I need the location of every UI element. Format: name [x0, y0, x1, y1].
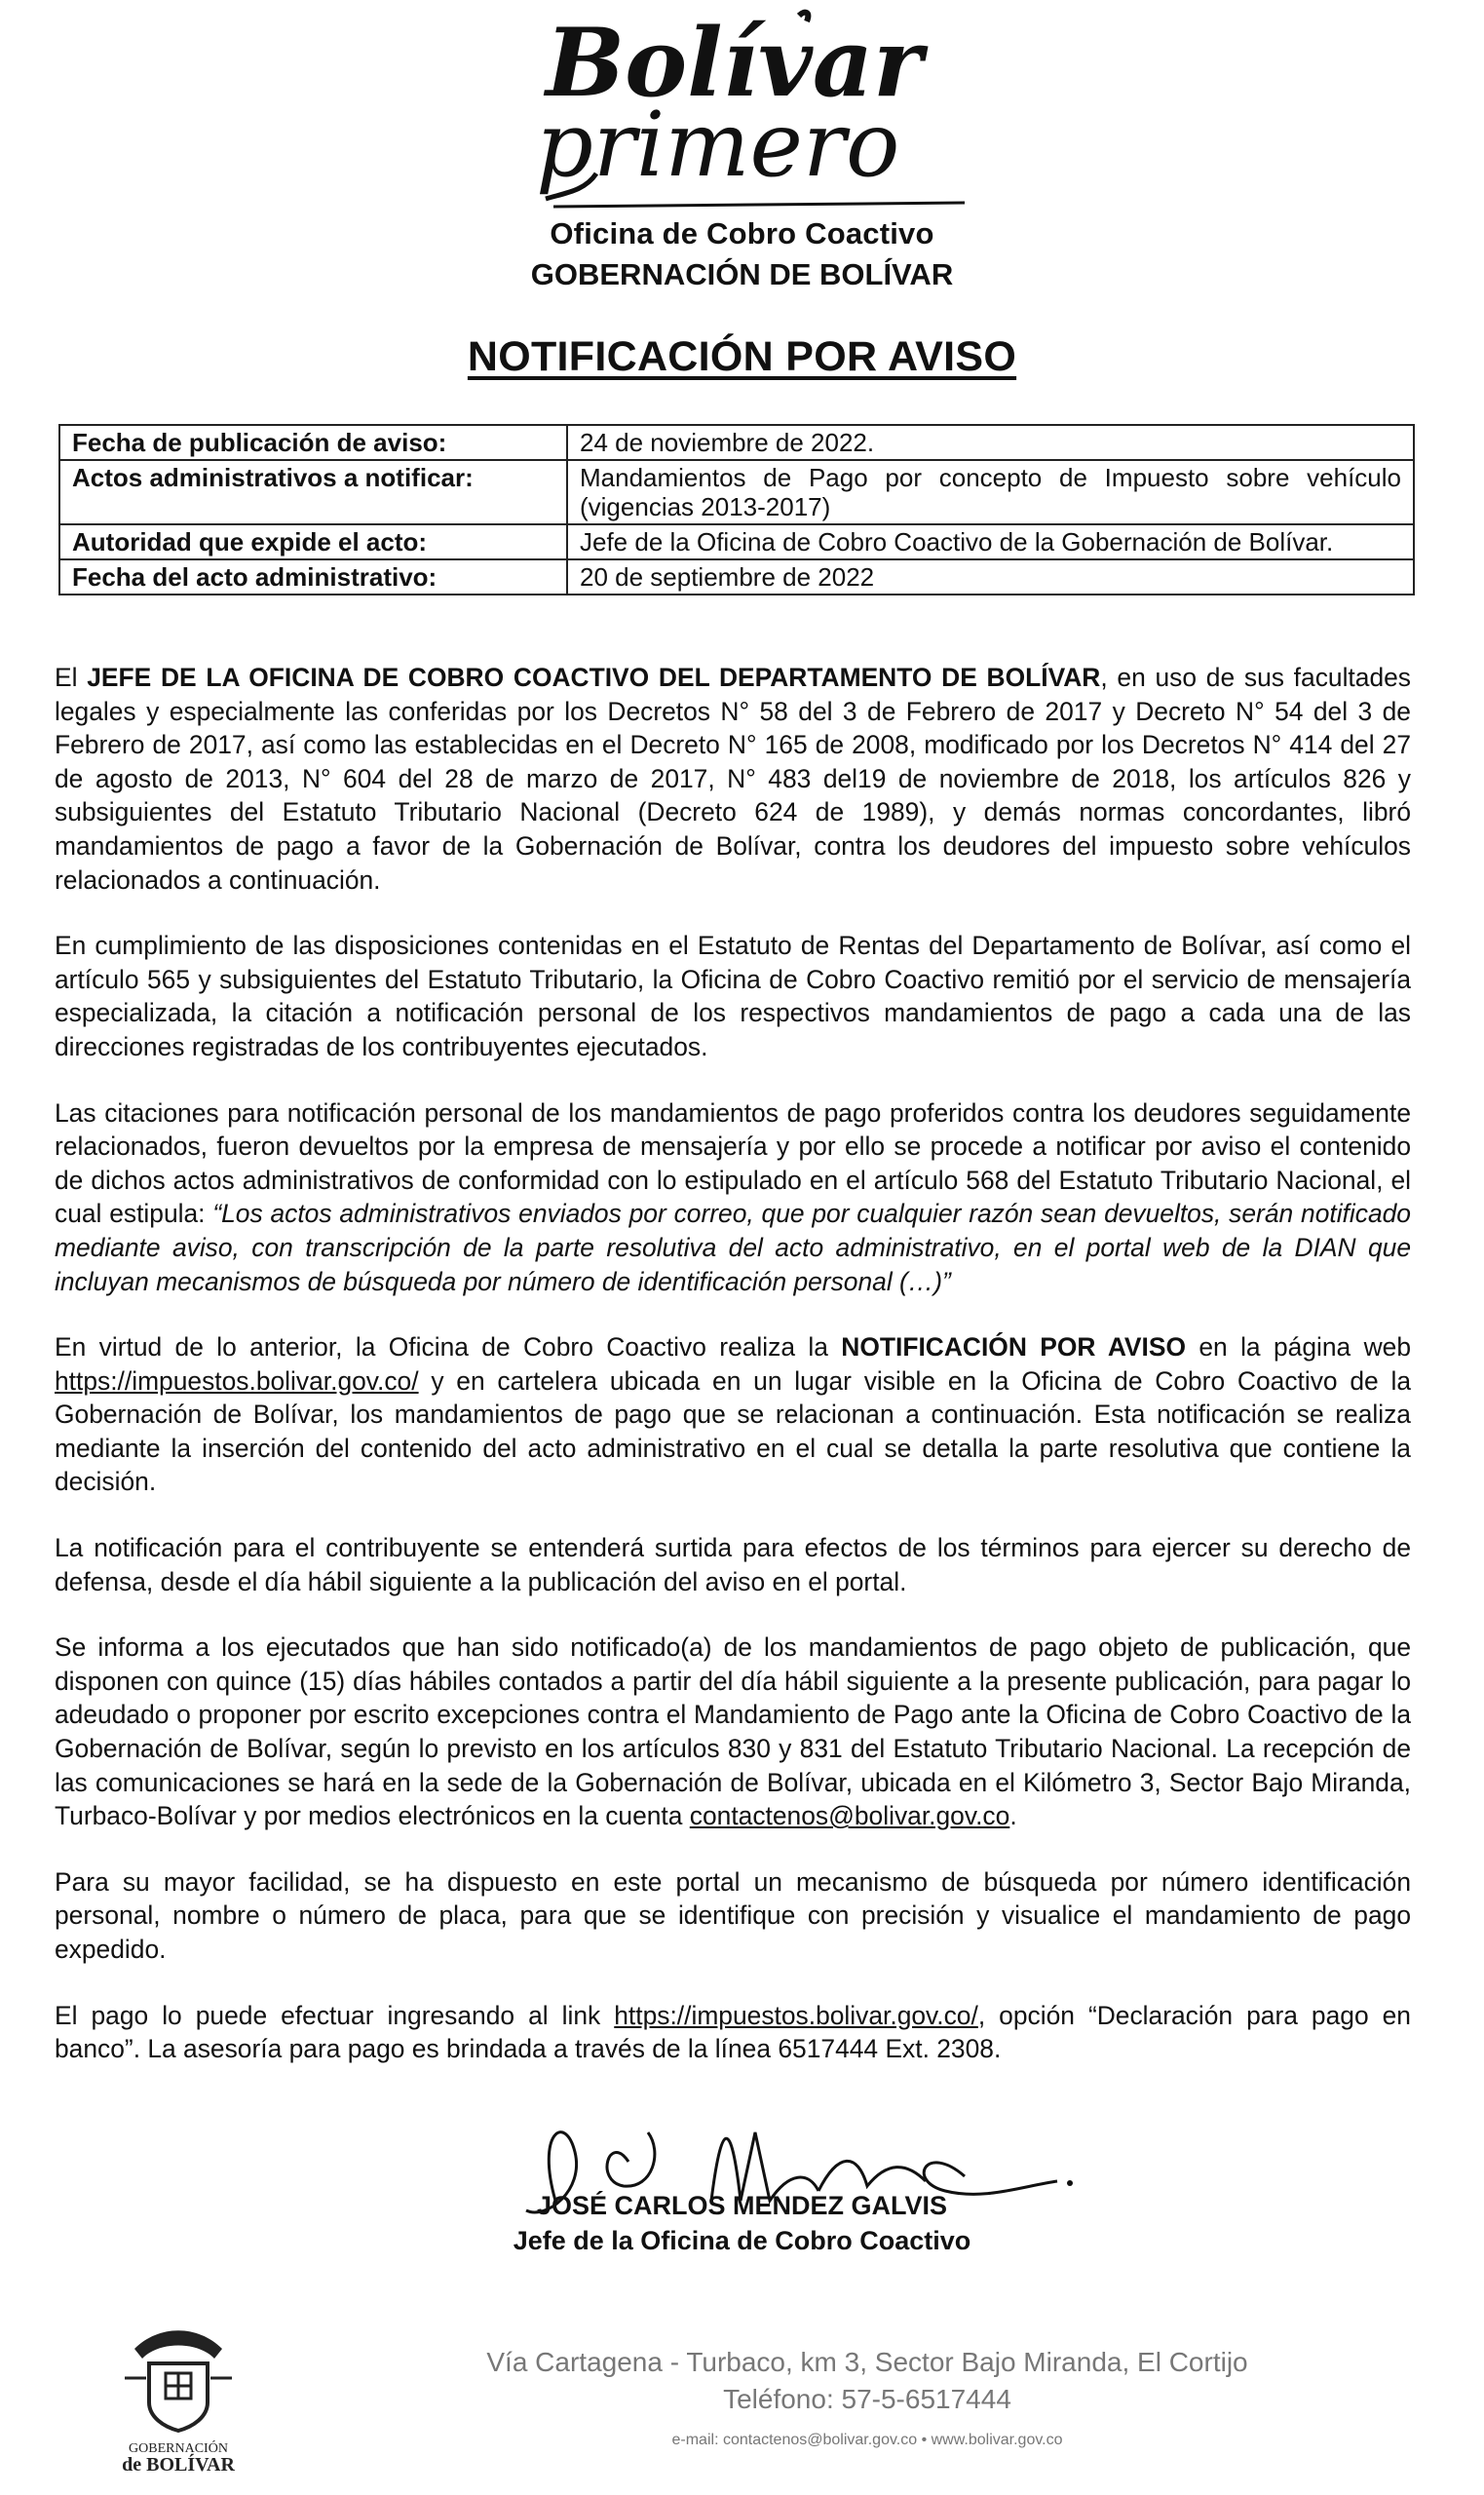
contact-email-link[interactable]: contactenos@bolivar.gov.co — [689, 1801, 1010, 1831]
quoted-article: “Los actos administrativos enviados por correo, que por cualquier razón sean devueltos, serán notificado mediante aviso, con transcripción de la parte resolutiva del acto administrativo, en el portal web de la DIAN que incluyan mecanismos de búsqueda por número de identificación personal (…)” — [55, 1199, 1411, 1296]
logo-line2: primero — [536, 93, 900, 197]
paragraph-4 — [55, 1330, 1411, 1499]
paragraph-3 — [55, 1096, 1411, 1299]
paragraph-8 — [55, 1999, 1411, 2066]
bolivar-primero-logo — [507, 8, 994, 212]
table-row — [59, 559, 1414, 595]
notice-bold: NOTIFICACIÓN POR AVISO — [841, 1332, 1186, 1363]
paragraph-7: Para su mayor facilidad, se ha dispuesto en este portal un mecanismo de búsqueda por número identificación personal, nombre o número de placa, para que se identifique con precisión y visualice el mandamiento de pago expedido. — [55, 1866, 1411, 1964]
text: El — [55, 663, 88, 692]
text: El pago lo puede efectuar ingresando al link — [55, 2000, 615, 2030]
text: , opción “Declaración para pago en banco”. La asesoría para pago es brindada a través de la línea 6517444 Ext. 2308. — [55, 2000, 1411, 2064]
seal-line2: de BOLÍVAR — [122, 2454, 235, 2476]
paragraph-1 — [55, 661, 1411, 897]
text: Se informa a los ejecutados que han sido notificado(a) de los mandamientos de pago objeto de publicación, que disponen con quince (15) días hábiles contados a partir del día hábil siguiente a la presente publicación, para pagar lo adeudado o proponer por escrito excepciones contra el Mandamiento de Pago ante la Oficina de Cobro Coactivo de la Gobernación de Bolívar, según lo previsto en los artículos 830 y 831 del Estatuto Tributario Nacional. La recepción de las comunicaciones se hará en la sede de la Gobernación de Bolívar, ubicada en el Kilómetro 3, Sector Bajo Miranda, Turbaco-Bolívar y por medios electrónicos en la cuenta — [55, 1632, 1411, 1831]
footer-phone: Teléfono: 57-5-6517444 — [723, 2384, 1011, 2414]
table-row — [59, 524, 1414, 559]
portal-link[interactable]: https://impuestos.bolivar.gov.co/ — [55, 1365, 419, 1396]
footer-address: Vía Cartagena - Turbaco, km 3, Sector Bajo Miranda, El Cortijo — [486, 2347, 1248, 2377]
text: en la página web — [1185, 1332, 1411, 1363]
signer-name: JOSÉ CARLOS MENDEZ GALVIS — [536, 2191, 948, 2220]
footer-contact: e-mail: contactenos@bolivar.gov.co • www.bolivar.gov.co — [671, 2432, 1063, 2448]
payment-link[interactable]: https://impuestos.bolivar.gov.co/ — [614, 2000, 978, 2030]
row-value: 20 de septiembre de 2022 — [567, 559, 1414, 595]
logo-graphic — [507, 8, 994, 212]
table-row — [59, 425, 1414, 460]
document-body — [55, 661, 1411, 2098]
row-value: Jefe de la Oficina de Cobro Coactivo de la Gobernación de Bolívar. — [567, 524, 1414, 559]
document-title: NOTIFICACIÓN POR AVISO — [467, 333, 1017, 380]
row-label: Autoridad que expide el acto: — [59, 524, 567, 559]
paragraph-2: En cumplimiento de las disposiciones contenidas en el Estatuto de Rentas del Departamento de Bolívar, así como el artículo 565 y subsiguientes del Estatuto Tributario, la Oficina de Cobro Coactivo remitió por el servicio de mensajería especializada, la citación a notificación personal de los respectivos mandamientos de pago a cada una de las direcciones registradas de los contribuyentes ejecutados. — [55, 931, 1411, 1061]
paragraph-6 — [55, 1631, 1411, 1833]
notice-info-table — [58, 424, 1415, 595]
government-name: GOBERNACIÓN DE BOLÍVAR — [530, 257, 954, 291]
paragraph-5: La notificación para el contribuyente se entenderá surtida para efectos de los términos para ejercer su derecho de defensa, desde el día hábil siguiente a la publicación del aviso en el portal. — [55, 1533, 1411, 1596]
office-name: Oficina de Cobro Coactivo — [550, 216, 934, 250]
text: Las citaciones para notificación personal de los mandamientos de pago proferidos contra los deudores seguidamente relacionados, fueron devueltos por la empresa de mensajería y por ello se procede a notificar por aviso el contenido de dichos actos administrativos de conformidad con lo estipulado en el artículo 568 del Estatuto Tributario Nacional, el cual estipula: — [55, 1097, 1411, 1229]
row-label: Fecha de publicación de aviso: — [59, 425, 567, 460]
row-value: Mandamientos de Pago por concepto de Impuesto sobre vehículo (vigencias 2013-2017) — [567, 460, 1414, 524]
seal-caption — [105, 2441, 251, 2476]
seal-line1: GOBERNACIÓN — [129, 2441, 228, 2456]
text: y en cartelera ubicada en un lugar visible en la Oficina de Cobro Coactivo de la Gobernación de Bolívar, los mandamientos de pago que se relacionan a continuación. Esta notificación se realiza mediante la inserción del contenido del acto administrativo en el cual se detalla la parte resolutiva que contiene la decisión. — [55, 1365, 1411, 1497]
row-value: 24 de noviembre de 2022. — [567, 425, 1414, 460]
row-label: Fecha del acto administrativo: — [59, 559, 567, 595]
logo-line1: Bolívar — [546, 8, 923, 118]
text: , en uso de sus facultades legales y especialmente las conferidas por los Decretos N° 58 del 3 de Febrero de 2017 y Decreto N° 54 del 3 de Febrero de 2017, así como las establecidas en el Decreto N° 165 de 2008, modificado por los Decretos N° 414 del 27 de agosto de 2013, N° 604 del 28 de marzo de 2017, N° 483 del19 de noviembre de 2018, los artículos 826 y subsiguientes del Estatuto Tributario Nacional (Decreto 624 de 1989), y demás normas concordantes, libró mandamientos de pago a favor de la Gobernación de Bolívar, contra los deudores del impuesto sobre vehículos relacionados a continuación. — [55, 663, 1411, 895]
text: . — [1009, 1801, 1017, 1831]
coat-of-arms-icon — [105, 2320, 251, 2437]
row-label: Actos administrativos a notificar: — [59, 460, 567, 524]
table-row — [59, 460, 1414, 524]
government-seal — [105, 2320, 251, 2476]
text: En virtud de lo anterior, la Oficina de Cobro Coactivo realiza la — [55, 1332, 842, 1363]
signer-title: Jefe de la Oficina de Cobro Coactivo — [513, 2226, 971, 2255]
authority-bold: JEFE DE LA OFICINA DE COBRO COACTIVO DEL DEPARTAMENTO DE BOLÍVAR — [87, 663, 1101, 692]
